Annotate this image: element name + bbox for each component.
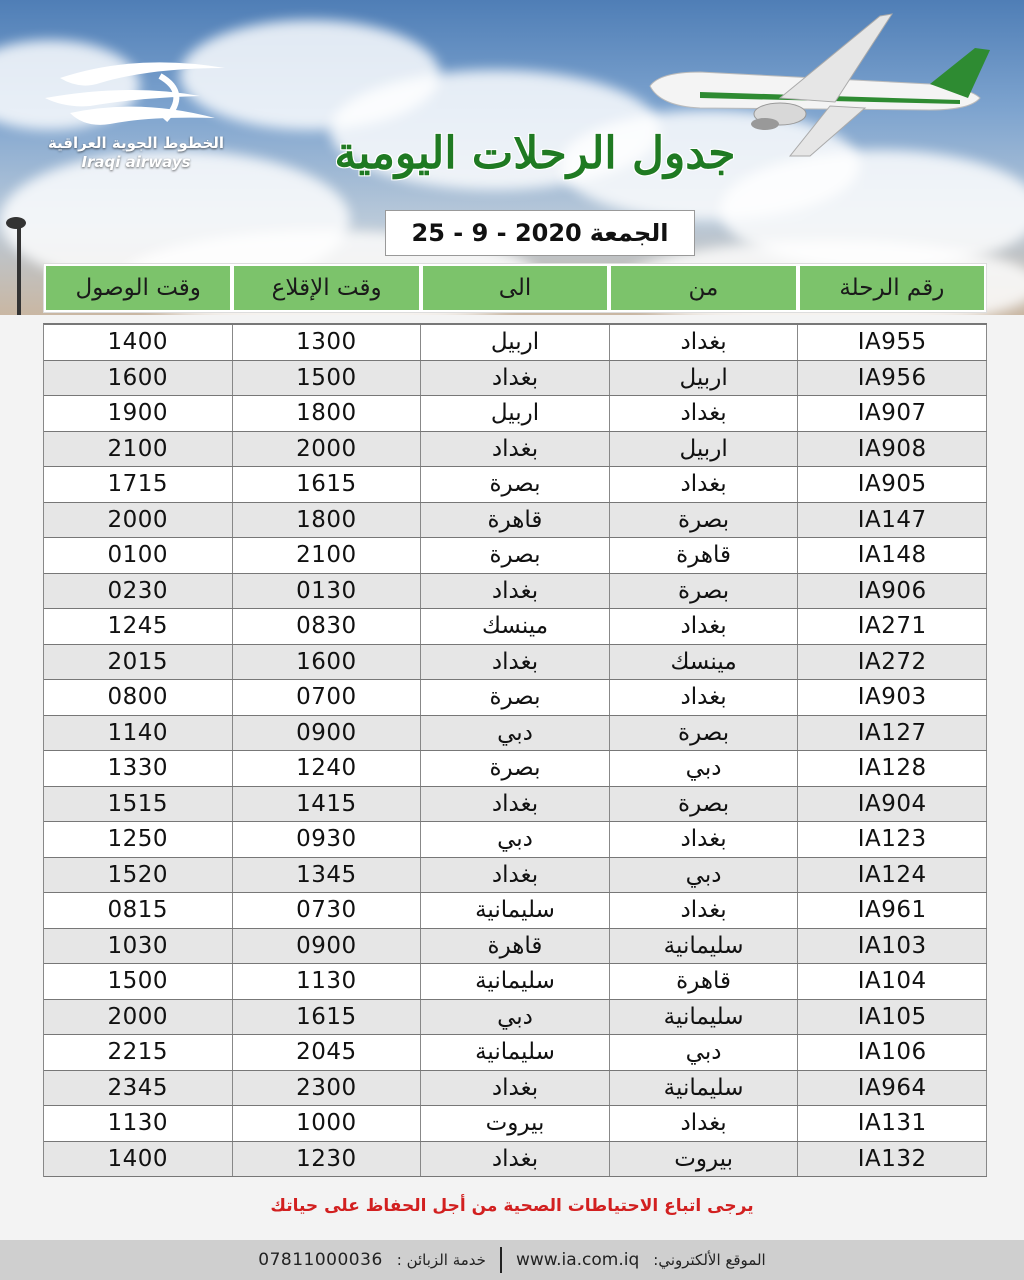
origin-cell: بصرة (610, 787, 799, 822)
brand-name-english: Iraqi airways (81, 153, 191, 171)
origin-cell: دبي (610, 1035, 799, 1070)
departure-time-cell: 1600 (233, 645, 422, 680)
table-row (44, 467, 987, 503)
departure-time-cell: 2045 (233, 1035, 422, 1070)
flight-number-cell: IA906 (798, 574, 987, 609)
flight-number-cell: IA908 (798, 432, 987, 467)
arrival-time-cell: 1900 (44, 396, 233, 431)
column-header-departure: وقت الإقلاع (234, 266, 418, 310)
table-row (44, 964, 987, 1000)
departure-time-cell: 0900 (233, 716, 422, 751)
date-value: 25 - 9 - 2020 (411, 219, 582, 247)
destination-cell: بصرة (421, 680, 610, 715)
origin-cell: بيروت (610, 1142, 799, 1177)
customer-service-label: خدمة الزبائن : (396, 1251, 486, 1269)
destination-cell: اربيل (421, 325, 610, 360)
brand-name-arabic: الخطوط الجوية العراقية (47, 134, 225, 152)
flight-number-cell: IA148 (798, 538, 987, 573)
destination-cell: سليمانية (421, 893, 610, 928)
flight-number-cell: IA961 (798, 893, 987, 928)
origin-cell: دبي (610, 858, 799, 893)
origin-cell: مينسك (610, 645, 799, 680)
flight-number-cell: IA905 (798, 467, 987, 502)
departure-time-cell: 1240 (233, 751, 422, 786)
arrival-time-cell: 1600 (44, 361, 233, 396)
flight-number-cell: IA103 (798, 929, 987, 964)
arrival-time-cell: 1130 (44, 1106, 233, 1141)
destination-cell: قاهرة (421, 929, 610, 964)
arrival-time-cell: 0815 (44, 893, 233, 928)
table-row (44, 574, 987, 610)
table-row (44, 396, 987, 432)
origin-cell: بغداد (610, 609, 799, 644)
table-row (44, 1000, 987, 1036)
flight-number-cell: IA131 (798, 1106, 987, 1141)
origin-cell: قاهرة (610, 538, 799, 573)
flight-number-cell: IA104 (798, 964, 987, 999)
arrival-time-cell: 0100 (44, 538, 233, 573)
table-row (44, 503, 987, 539)
arrival-time-cell: 0230 (44, 574, 233, 609)
destination-cell: بغداد (421, 574, 610, 609)
origin-cell: بغداد (610, 1106, 799, 1141)
origin-cell: اربيل (610, 432, 799, 467)
destination-cell: دبي (421, 822, 610, 857)
column-header-flight-number: رقم الرحلة (800, 266, 984, 310)
destination-cell: بغداد (421, 432, 610, 467)
departure-time-cell: 0830 (233, 609, 422, 644)
destination-cell: دبي (421, 716, 610, 751)
destination-cell: بصرة (421, 467, 610, 502)
table-row (44, 1035, 987, 1071)
arrival-time-cell: 1245 (44, 609, 233, 644)
arrival-time-cell: 1250 (44, 822, 233, 857)
arrival-time-cell: 1520 (44, 858, 233, 893)
origin-cell: بغداد (610, 396, 799, 431)
origin-cell: بغداد (610, 680, 799, 715)
arrival-time-cell: 2345 (44, 1071, 233, 1106)
destination-cell: بغداد (421, 787, 610, 822)
destination-cell: بغداد (421, 1142, 610, 1177)
origin-cell: بصرة (610, 716, 799, 751)
departure-time-cell: 2300 (233, 1071, 422, 1106)
date-box (385, 210, 695, 256)
column-header-to: الى (423, 266, 607, 310)
table-row (44, 609, 987, 645)
table-row (44, 432, 987, 468)
departure-time-cell: 0930 (233, 822, 422, 857)
origin-cell: سليمانية (610, 1071, 799, 1106)
health-notice: يرجى اتباع الاحتياطات الصحية من أجل الحفاظ على حياتك (270, 1196, 754, 1216)
destination-cell: اربيل (421, 396, 610, 431)
table-row (44, 858, 987, 894)
departure-time-cell: 1800 (233, 396, 422, 431)
table-row (44, 822, 987, 858)
arrival-time-cell: 2000 (44, 503, 233, 538)
arrival-time-cell: 1140 (44, 716, 233, 751)
destination-cell: بصرة (421, 751, 610, 786)
destination-cell: سليمانية (421, 964, 610, 999)
customer-service-phone[interactable]: 07811000036 (258, 1250, 383, 1270)
column-header-from: من (611, 266, 795, 310)
origin-cell: بغداد (610, 893, 799, 928)
arrival-time-cell: 1515 (44, 787, 233, 822)
destination-cell: بغداد (421, 361, 610, 396)
origin-cell: بغداد (610, 325, 799, 360)
arrival-time-cell: 0800 (44, 680, 233, 715)
table-row (44, 645, 987, 681)
departure-time-cell: 1615 (233, 1000, 422, 1035)
table-row (44, 1071, 987, 1107)
departure-time-cell: 1230 (233, 1142, 422, 1177)
flight-number-cell: IA105 (798, 1000, 987, 1035)
flight-number-cell: IA271 (798, 609, 987, 644)
table-row (44, 929, 987, 965)
flight-number-cell: IA907 (798, 396, 987, 431)
table-row (44, 751, 987, 787)
table-row (44, 1106, 987, 1142)
arrival-time-cell: 2015 (44, 645, 233, 680)
flight-table (43, 323, 987, 1177)
flight-number-cell: IA106 (798, 1035, 987, 1070)
origin-cell: بصرة (610, 503, 799, 538)
departure-time-cell: 1300 (233, 325, 422, 360)
arrival-time-cell: 2215 (44, 1035, 233, 1070)
origin-cell: سليمانية (610, 1000, 799, 1035)
table-row (44, 325, 987, 361)
origin-cell: بصرة (610, 574, 799, 609)
departure-time-cell: 1800 (233, 503, 422, 538)
flight-number-cell: IA964 (798, 1071, 987, 1106)
flight-number-cell: IA127 (798, 716, 987, 751)
origin-cell: سليمانية (610, 929, 799, 964)
flight-number-cell: IA128 (798, 751, 987, 786)
destination-cell: دبي (421, 1000, 610, 1035)
arrival-time-cell: 1400 (44, 1142, 233, 1177)
destination-cell: بصرة (421, 538, 610, 573)
arrival-time-cell: 1030 (44, 929, 233, 964)
origin-cell: اربيل (610, 361, 799, 396)
arrival-time-cell: 1715 (44, 467, 233, 502)
flight-number-cell: IA903 (798, 680, 987, 715)
flight-number-cell: IA123 (798, 822, 987, 857)
departure-time-cell: 0730 (233, 893, 422, 928)
table-row (44, 893, 987, 929)
flight-number-cell: IA955 (798, 325, 987, 360)
website-label: الموقع الألكتروني: (653, 1251, 766, 1269)
table-row (44, 716, 987, 752)
arrival-time-cell: 2000 (44, 1000, 233, 1035)
flight-number-cell: IA147 (798, 503, 987, 538)
departure-time-cell: 0700 (233, 680, 422, 715)
column-header-arrival: وقت الوصول (46, 266, 230, 310)
street-lamp-icon (0, 205, 40, 315)
table-row (44, 787, 987, 823)
departure-time-cell: 1500 (233, 361, 422, 396)
table-row (44, 680, 987, 716)
table-header (43, 263, 987, 313)
flight-number-cell: IA956 (798, 361, 987, 396)
flight-number-cell: IA272 (798, 645, 987, 680)
departure-time-cell: 0130 (233, 574, 422, 609)
destination-cell: سليمانية (421, 1035, 610, 1070)
flight-number-cell: IA132 (798, 1142, 987, 1177)
arrival-time-cell: 1500 (44, 964, 233, 999)
departure-time-cell: 1130 (233, 964, 422, 999)
destination-cell: بيروت (421, 1106, 610, 1141)
table-row (44, 1142, 987, 1178)
website-link[interactable]: www.ia.com.iq (515, 1250, 640, 1270)
footer-divider (500, 1247, 502, 1273)
arrival-time-cell: 2100 (44, 432, 233, 467)
destination-cell: بغداد (421, 1071, 610, 1106)
table-row (44, 361, 987, 397)
footer-bar (0, 1240, 1024, 1280)
destination-cell: مينسك (421, 609, 610, 644)
destination-cell: بغداد (421, 645, 610, 680)
origin-cell: قاهرة (610, 964, 799, 999)
departure-time-cell: 1345 (233, 858, 422, 893)
arrival-time-cell: 1400 (44, 325, 233, 360)
departure-time-cell: 2000 (233, 432, 422, 467)
destination-cell: قاهرة (421, 503, 610, 538)
departure-time-cell: 1000 (233, 1106, 422, 1141)
page-title: جدول الرحلات اليومية (334, 128, 736, 179)
arrival-time-cell: 1330 (44, 751, 233, 786)
flight-number-cell: IA124 (798, 858, 987, 893)
departure-time-cell: 1415 (233, 787, 422, 822)
origin-cell: بغداد (610, 467, 799, 502)
destination-cell: بغداد (421, 858, 610, 893)
departure-time-cell: 1615 (233, 467, 422, 502)
origin-cell: دبي (610, 751, 799, 786)
flight-number-cell: IA904 (798, 787, 987, 822)
table-row (44, 538, 987, 574)
departure-time-cell: 2100 (233, 538, 422, 573)
origin-cell: بغداد (610, 822, 799, 857)
departure-time-cell: 0900 (233, 929, 422, 964)
date-day: الجمعة (589, 219, 669, 247)
